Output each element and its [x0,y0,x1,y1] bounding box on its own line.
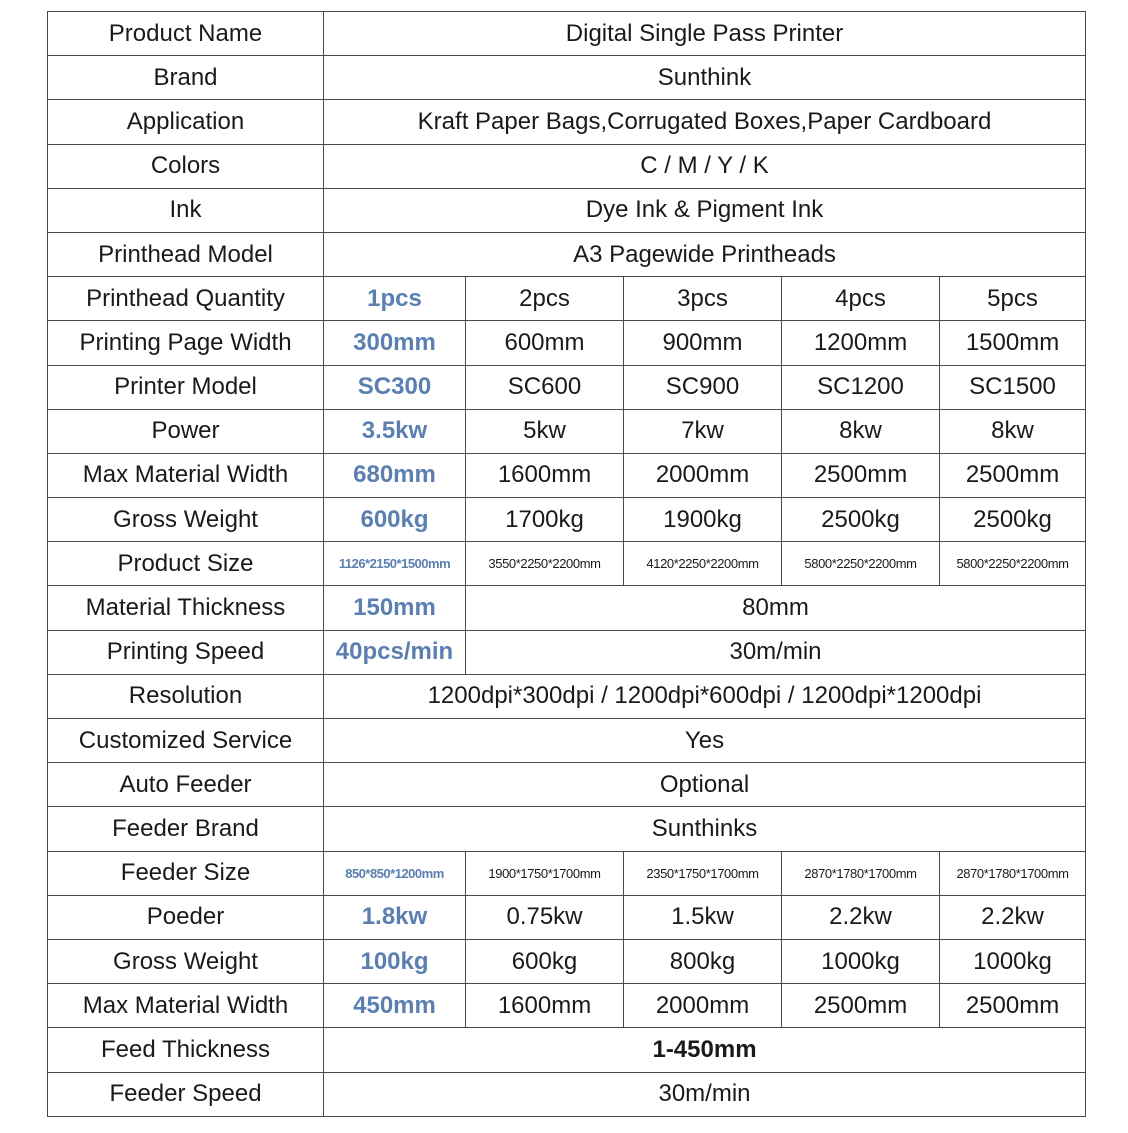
spec-row [48,365,1086,409]
spec-value: 2pcs [466,277,624,321]
spec-value: 1000kg [782,939,940,983]
spec-value: 8kw [782,409,940,453]
spec-value: 1900kg [624,498,782,542]
spec-row [48,277,1086,321]
spec-value: 2350*1750*1700mm [624,851,782,895]
spec-value: 1600mm [466,984,624,1028]
row-label: Max Material Width [48,453,324,497]
spec-row [48,1072,1086,1117]
spec-value: 800kg [624,939,782,983]
spec-value-merged: 1-450mm [324,1028,1086,1072]
spec-value-merged: Sunthinks [324,807,1086,851]
spec-value: 1600mm [466,453,624,497]
spec-value-highlight: 680mm [324,453,466,497]
spec-row [48,984,1086,1028]
spec-row [48,498,1086,542]
spec-value-merged: Optional [324,763,1086,807]
row-label: Feed Thickness [48,1028,324,1072]
spec-value: SC1200 [782,365,940,409]
spec-row [48,12,1086,56]
row-label: Colors [48,144,324,188]
row-label: Resolution [48,674,324,718]
row-label: Customized Service [48,719,324,763]
spec-value-highlight: 850*850*1200mm [324,851,466,895]
spec-value-highlight: 300mm [324,321,466,365]
spec-row [48,542,1086,586]
row-label: Gross Weight [48,498,324,542]
spec-value: 2870*1780*1700mm [940,851,1086,895]
row-label: Feeder Speed [48,1072,324,1117]
row-label: Power [48,409,324,453]
spec-value: 2500mm [782,453,940,497]
row-label: Printing Speed [48,630,324,674]
spec-value-highlight: 3.5kw [324,409,466,453]
spec-value: 5kw [466,409,624,453]
spec-value: 7kw [624,409,782,453]
spec-value: 2.2kw [782,895,940,939]
spec-row [48,56,1086,100]
spec-value: 2500kg [782,498,940,542]
spec-value: 1200mm [782,321,940,365]
row-label: Printer Model [48,365,324,409]
row-label: Brand [48,56,324,100]
spec-value: 3550*2250*2200mm [466,542,624,586]
spec-row [48,939,1086,983]
spec-value: 1700kg [466,498,624,542]
spec-row [48,453,1086,497]
spec-value: 600mm [466,321,624,365]
spec-value: 1500mm [940,321,1086,365]
row-label: Feeder Brand [48,807,324,851]
spec-value: 1.5kw [624,895,782,939]
spec-value: 1900*1750*1700mm [466,851,624,895]
spec-value: 5800*2250*2200mm [782,542,940,586]
row-label: Feeder Size [48,851,324,895]
spec-row [48,895,1086,939]
row-label: Max Material Width [48,984,324,1028]
spec-value-highlight: 150mm [324,586,466,630]
spec-value: 4120*2250*2200mm [624,542,782,586]
spec-value: 600kg [466,939,624,983]
spec-row [48,232,1086,276]
spec-value-highlight: 100kg [324,939,466,983]
spec-value: SC600 [466,365,624,409]
spec-value: 0.75kw [466,895,624,939]
spec-value: 8kw [940,409,1086,453]
spec-value-highlight: 40pcs/min [324,630,466,674]
spec-row [48,144,1086,188]
spec-value-merged: 1200dpi*300dpi / 1200dpi*600dpi / 1200dpi*1200dpi [324,674,1086,718]
row-label: Product Size [48,542,324,586]
spec-value: 3pcs [624,277,782,321]
spec-value: 2870*1780*1700mm [782,851,940,895]
spec-value-merged: C / M / Y / K [324,144,1086,188]
spec-row [48,763,1086,807]
row-label: Auto Feeder [48,763,324,807]
spec-value: 2.2kw [940,895,1086,939]
spec-row [48,719,1086,763]
spec-value: 1000kg [940,939,1086,983]
spec-value-highlight: 1126*2150*1500mm [324,542,466,586]
spec-row [48,321,1086,365]
row-label: Printhead Quantity [48,277,324,321]
spec-value-highlight: 600kg [324,498,466,542]
spec-row [48,851,1086,895]
spec-row [48,674,1086,718]
row-label: Gross Weight [48,939,324,983]
spec-row [48,409,1086,453]
spec-value: 2000mm [624,453,782,497]
spec-value-merged: Dye Ink & Pigment Ink [324,188,1086,232]
spec-row [48,1028,1086,1072]
spec-row [48,807,1086,851]
row-label: Ink [48,188,324,232]
spec-row [48,630,1086,674]
spec-value: 2500mm [940,453,1086,497]
spec-value-highlight: 1pcs [324,277,466,321]
spec-value-merged: Kraft Paper Bags,Corrugated Boxes,Paper Cardboard [324,100,1086,144]
spec-value: 2500kg [940,498,1086,542]
spec-value-merged: A3 Pagewide Printheads [324,232,1086,276]
spec-value: 5800*2250*2200mm [940,542,1086,586]
spec-value: 2500mm [940,984,1086,1028]
row-label: Material Thickness [48,586,324,630]
spec-value-highlight: 450mm [324,984,466,1028]
spec-value: 2500mm [782,984,940,1028]
spec-value-highlight: 1.8kw [324,895,466,939]
row-label: Application [48,100,324,144]
spec-table [47,11,1086,1117]
spec-value: 2000mm [624,984,782,1028]
spec-value-merged: 30m/min [324,1072,1086,1117]
spec-value: SC900 [624,365,782,409]
spec-value: 5pcs [940,277,1086,321]
spec-row [48,188,1086,232]
row-label: Printing Page Width [48,321,324,365]
row-label: Printhead Model [48,232,324,276]
row-label: Product Name [48,12,324,56]
spec-row [48,100,1086,144]
spec-row [48,586,1086,630]
spec-value-highlight: SC300 [324,365,466,409]
spec-value-merged: 30m/min [466,630,1086,674]
spec-value-merged: Digital Single Pass Printer [324,12,1086,56]
spec-value-merged: 80mm [466,586,1086,630]
spec-value-merged: Yes [324,719,1086,763]
spec-value: SC1500 [940,365,1086,409]
row-label: Poeder [48,895,324,939]
spec-value: 900mm [624,321,782,365]
spec-value-merged: Sunthink [324,56,1086,100]
spec-value: 4pcs [782,277,940,321]
